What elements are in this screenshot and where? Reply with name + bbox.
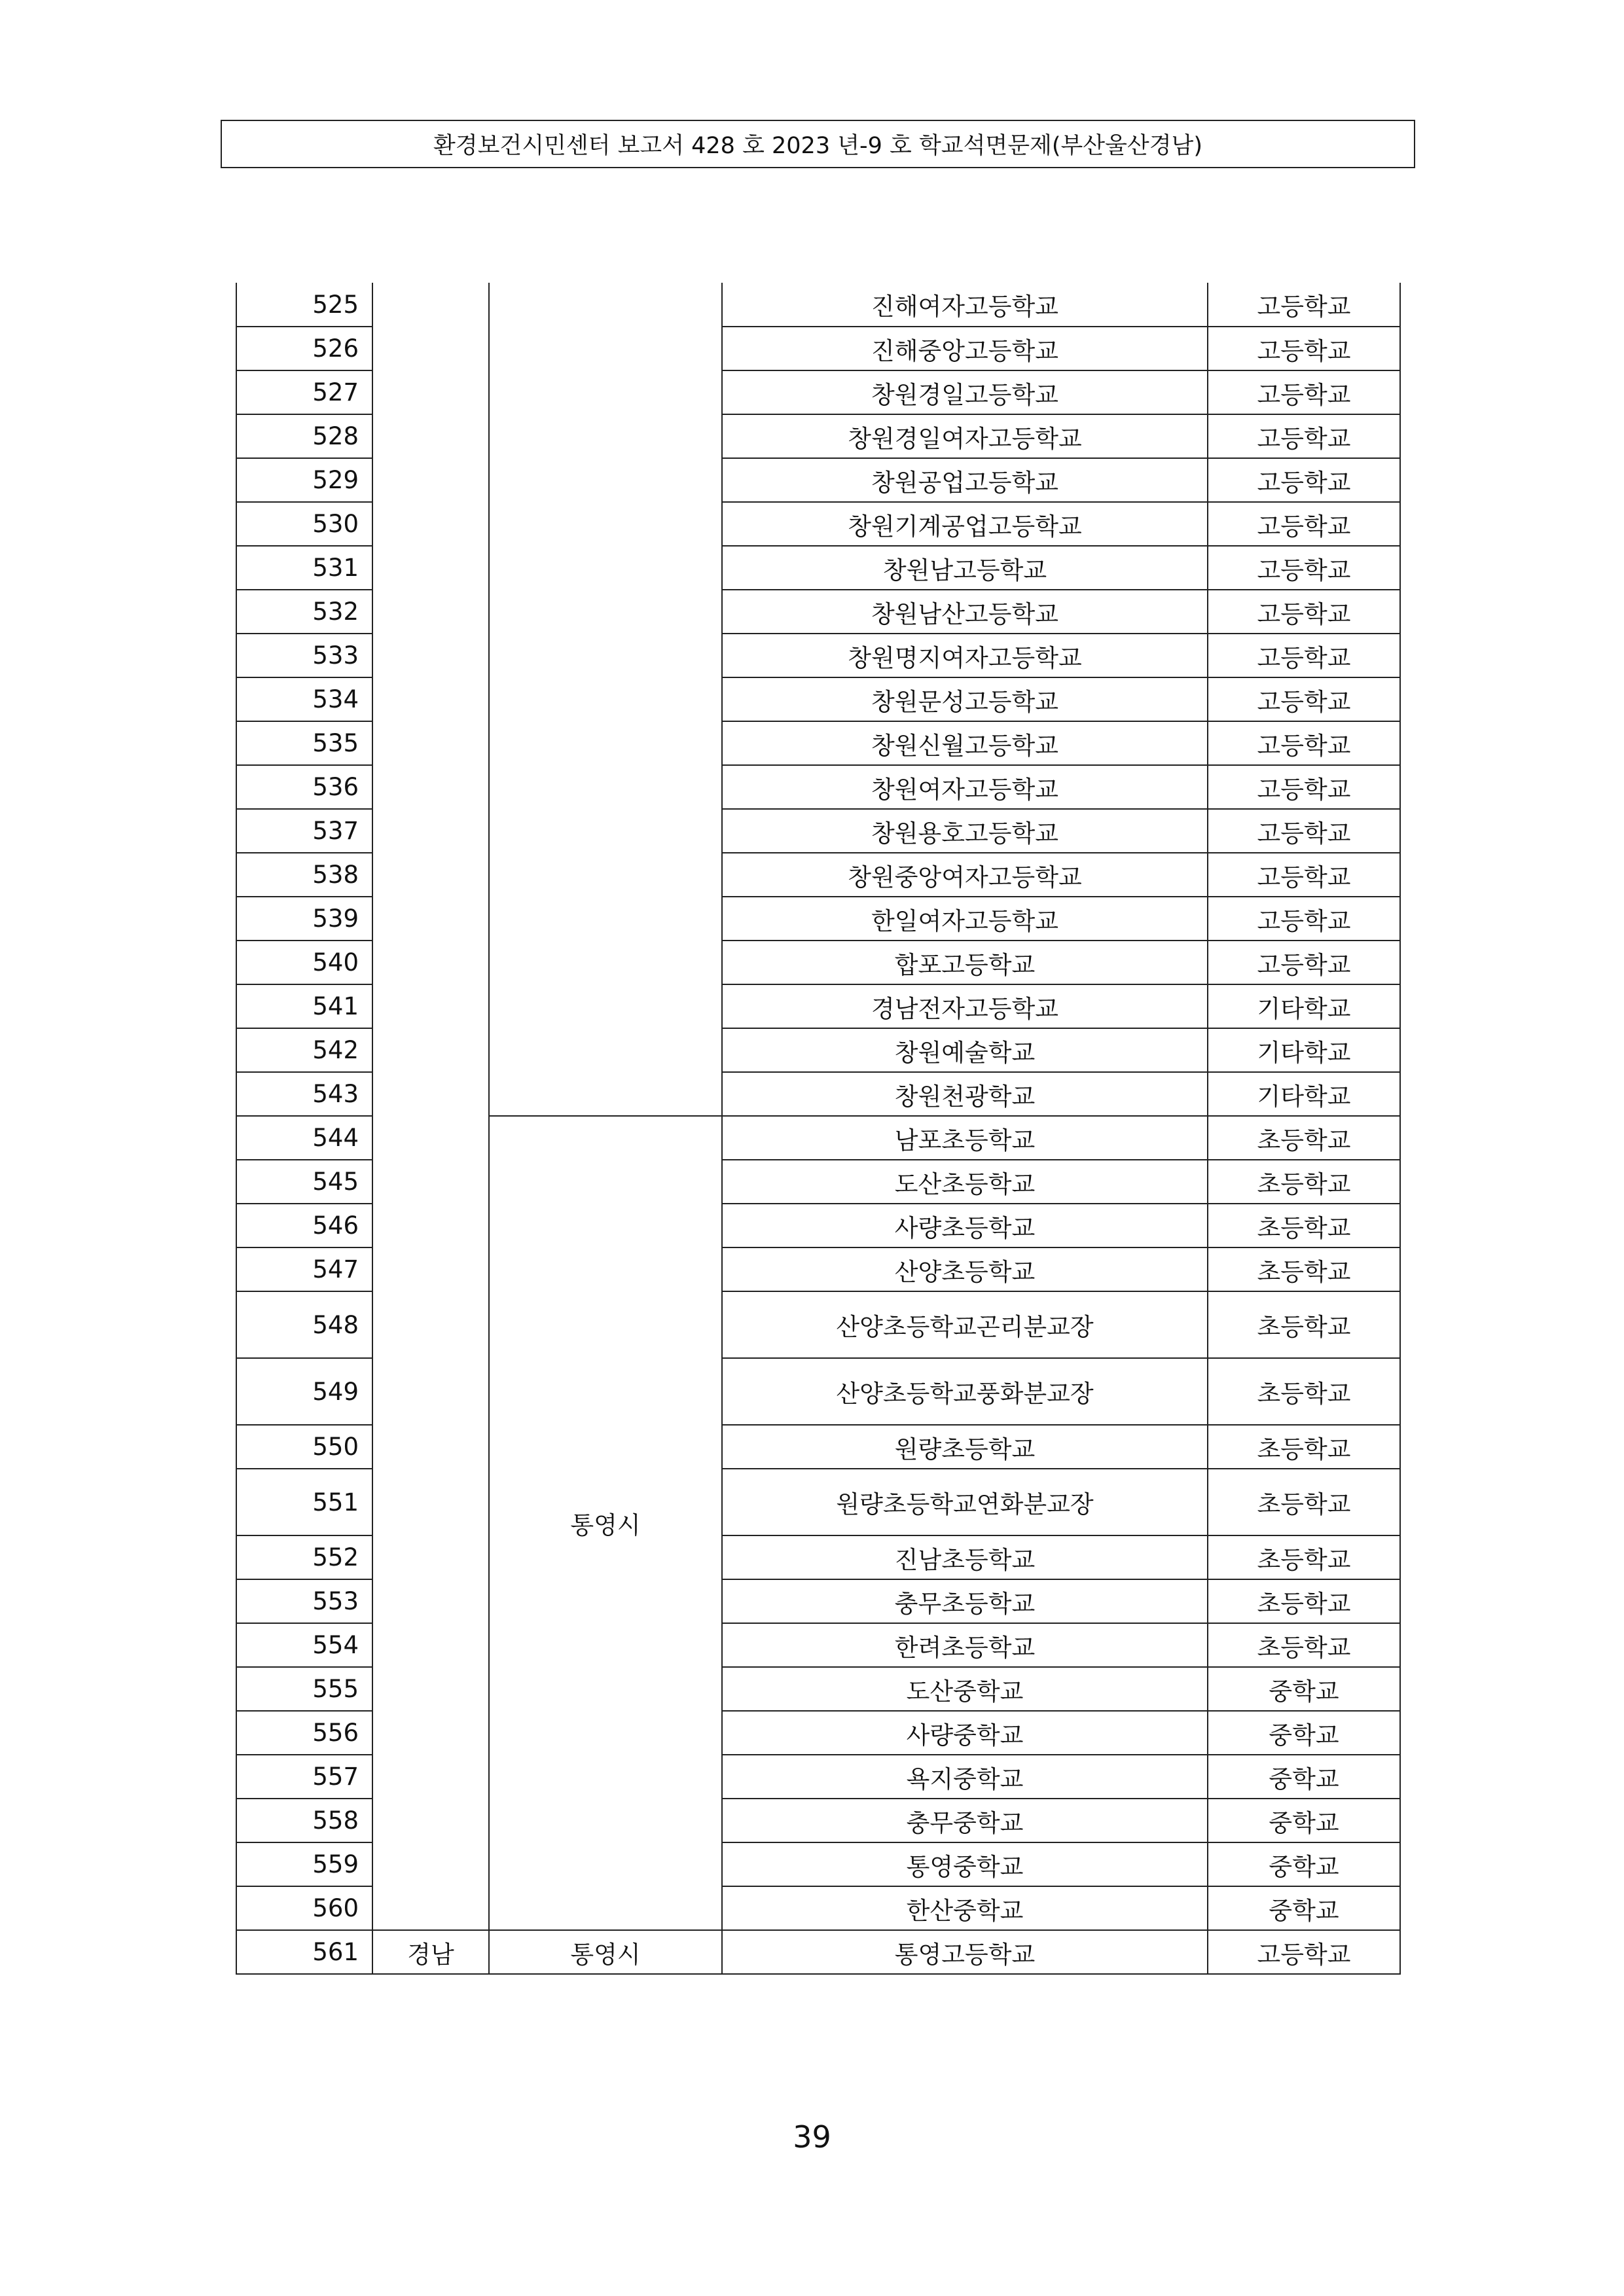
school-name: 욕지중학교 — [722, 1755, 1208, 1799]
school-type: 초등학교 — [1208, 1291, 1400, 1358]
school-type: 고등학교 — [1208, 546, 1400, 590]
school-type: 고등학교 — [1208, 765, 1400, 809]
city-cell-tongyeong: 통영시 — [489, 1116, 722, 1930]
school-name: 남포초등학교 — [722, 1116, 1208, 1160]
row-number: 556 — [236, 1711, 372, 1755]
row-number: 558 — [236, 1799, 372, 1842]
row-number: 531 — [236, 546, 372, 590]
school-name: 합포고등학교 — [722, 941, 1208, 984]
school-name: 원량초등학교연화분교장 — [722, 1469, 1208, 1535]
school-name: 한산중학교 — [722, 1886, 1208, 1930]
school-type: 기타학교 — [1208, 984, 1400, 1028]
row-number: 554 — [236, 1623, 372, 1667]
row-number: 542 — [236, 1028, 372, 1072]
school-name: 진해여자고등학교 — [722, 283, 1208, 327]
school-name: 창원기계공업고등학교 — [722, 502, 1208, 546]
school-type: 고등학교 — [1208, 941, 1400, 984]
school-table — [236, 283, 1401, 1975]
row-number: 552 — [236, 1535, 372, 1579]
row-number: 540 — [236, 941, 372, 984]
school-type: 고등학교 — [1208, 370, 1400, 414]
school-name: 창원공업고등학교 — [722, 458, 1208, 502]
school-type: 고등학교 — [1208, 327, 1400, 370]
school-type: 기타학교 — [1208, 1028, 1400, 1072]
school-name: 창원중앙여자고등학교 — [722, 853, 1208, 897]
row-number: 533 — [236, 634, 372, 677]
school-type: 중학교 — [1208, 1667, 1400, 1711]
row-number: 532 — [236, 590, 372, 634]
row-number: 529 — [236, 458, 372, 502]
school-type: 초등학교 — [1208, 1425, 1400, 1469]
row-number: 561 — [236, 1930, 372, 1974]
row-number: 560 — [236, 1886, 372, 1930]
school-name: 창원명지여자고등학교 — [722, 634, 1208, 677]
row-number: 547 — [236, 1247, 372, 1291]
school-name: 창원예술학교 — [722, 1028, 1208, 1072]
row-number: 545 — [236, 1160, 372, 1204]
row-number: 530 — [236, 502, 372, 546]
school-type: 고등학교 — [1208, 897, 1400, 941]
school-type: 중학교 — [1208, 1886, 1400, 1930]
school-type: 초등학교 — [1208, 1116, 1400, 1160]
city-cell — [489, 283, 722, 1116]
school-type: 고등학교 — [1208, 677, 1400, 721]
row-number: 536 — [236, 765, 372, 809]
school-type: 고등학교 — [1208, 590, 1400, 634]
school-name: 원량초등학교 — [722, 1425, 1208, 1469]
row-number: 559 — [236, 1842, 372, 1886]
school-name: 통영고등학교 — [722, 1930, 1208, 1974]
row-number: 538 — [236, 853, 372, 897]
school-type: 초등학교 — [1208, 1160, 1400, 1204]
page-number: 39 — [793, 2119, 831, 2155]
row-number: 555 — [236, 1667, 372, 1711]
school-name: 산양초등학교곤리분교장 — [722, 1291, 1208, 1358]
row-number: 539 — [236, 897, 372, 941]
school-name: 한려초등학교 — [722, 1623, 1208, 1667]
row-number: 550 — [236, 1425, 372, 1469]
school-type: 고등학교 — [1208, 283, 1400, 327]
school-type: 초등학교 — [1208, 1535, 1400, 1579]
school-name: 도산초등학교 — [722, 1160, 1208, 1204]
school-type: 고등학교 — [1208, 721, 1400, 765]
school-name: 창원남산고등학교 — [722, 590, 1208, 634]
school-type: 초등학교 — [1208, 1247, 1400, 1291]
school-type: 중학교 — [1208, 1711, 1400, 1755]
school-name: 진해중앙고등학교 — [722, 327, 1208, 370]
school-name: 창원신월고등학교 — [722, 721, 1208, 765]
school-type: 고등학교 — [1208, 458, 1400, 502]
row-number: 525 — [236, 283, 372, 327]
school-type: 중학교 — [1208, 1755, 1400, 1799]
school-type: 중학교 — [1208, 1842, 1400, 1886]
school-type: 기타학교 — [1208, 1072, 1400, 1116]
school-name: 창원문성고등학교 — [722, 677, 1208, 721]
school-name: 사량초등학교 — [722, 1204, 1208, 1247]
row-number: 528 — [236, 414, 372, 458]
table-row — [236, 283, 1400, 327]
school-type: 고등학교 — [1208, 634, 1400, 677]
school-name: 진남초등학교 — [722, 1535, 1208, 1579]
table-row — [236, 1930, 1400, 1974]
region-cell-last: 경남 — [372, 1930, 489, 1974]
school-type: 초등학교 — [1208, 1358, 1400, 1425]
school-name: 도산중학교 — [722, 1667, 1208, 1711]
school-type: 고등학교 — [1208, 809, 1400, 853]
row-number: 526 — [236, 327, 372, 370]
row-number: 546 — [236, 1204, 372, 1247]
row-number: 551 — [236, 1469, 372, 1535]
school-type: 초등학교 — [1208, 1469, 1400, 1535]
school-name: 창원경일여자고등학교 — [722, 414, 1208, 458]
school-name: 경남전자고등학교 — [722, 984, 1208, 1028]
row-number: 541 — [236, 984, 372, 1028]
school-type: 중학교 — [1208, 1799, 1400, 1842]
row-number: 543 — [236, 1072, 372, 1116]
row-number: 553 — [236, 1579, 372, 1623]
school-name: 한일여자고등학교 — [722, 897, 1208, 941]
school-name: 창원천광학교 — [722, 1072, 1208, 1116]
school-type: 고등학교 — [1208, 502, 1400, 546]
school-type: 초등학교 — [1208, 1623, 1400, 1667]
row-number: 548 — [236, 1291, 372, 1358]
school-type: 고등학교 — [1208, 853, 1400, 897]
school-type: 고등학교 — [1208, 1930, 1400, 1974]
school-name: 산양초등학교 — [722, 1247, 1208, 1291]
row-number: 544 — [236, 1116, 372, 1160]
school-name: 창원경일고등학교 — [722, 370, 1208, 414]
report-header — [221, 120, 1415, 168]
report-header-title: 환경보건시민센터 보고서 428 호 2023 년-9 호 학교석면문제(부산울산경남) — [433, 133, 1203, 159]
school-name: 충무중학교 — [722, 1799, 1208, 1842]
school-name: 충무초등학교 — [722, 1579, 1208, 1623]
school-name: 통영중학교 — [722, 1842, 1208, 1886]
row-number: 549 — [236, 1358, 372, 1425]
row-number: 535 — [236, 721, 372, 765]
row-number: 534 — [236, 677, 372, 721]
school-type: 고등학교 — [1208, 414, 1400, 458]
row-number: 557 — [236, 1755, 372, 1799]
school-name: 창원남고등학교 — [722, 546, 1208, 590]
school-name: 창원용호고등학교 — [722, 809, 1208, 853]
row-number: 527 — [236, 370, 372, 414]
row-number: 537 — [236, 809, 372, 853]
city-cell-last: 통영시 — [489, 1930, 722, 1974]
school-name: 창원여자고등학교 — [722, 765, 1208, 809]
school-name: 산양초등학교풍화분교장 — [722, 1358, 1208, 1425]
school-type: 초등학교 — [1208, 1204, 1400, 1247]
school-type: 초등학교 — [1208, 1579, 1400, 1623]
school-name: 사량중학교 — [722, 1711, 1208, 1755]
region-cell — [372, 283, 489, 1930]
